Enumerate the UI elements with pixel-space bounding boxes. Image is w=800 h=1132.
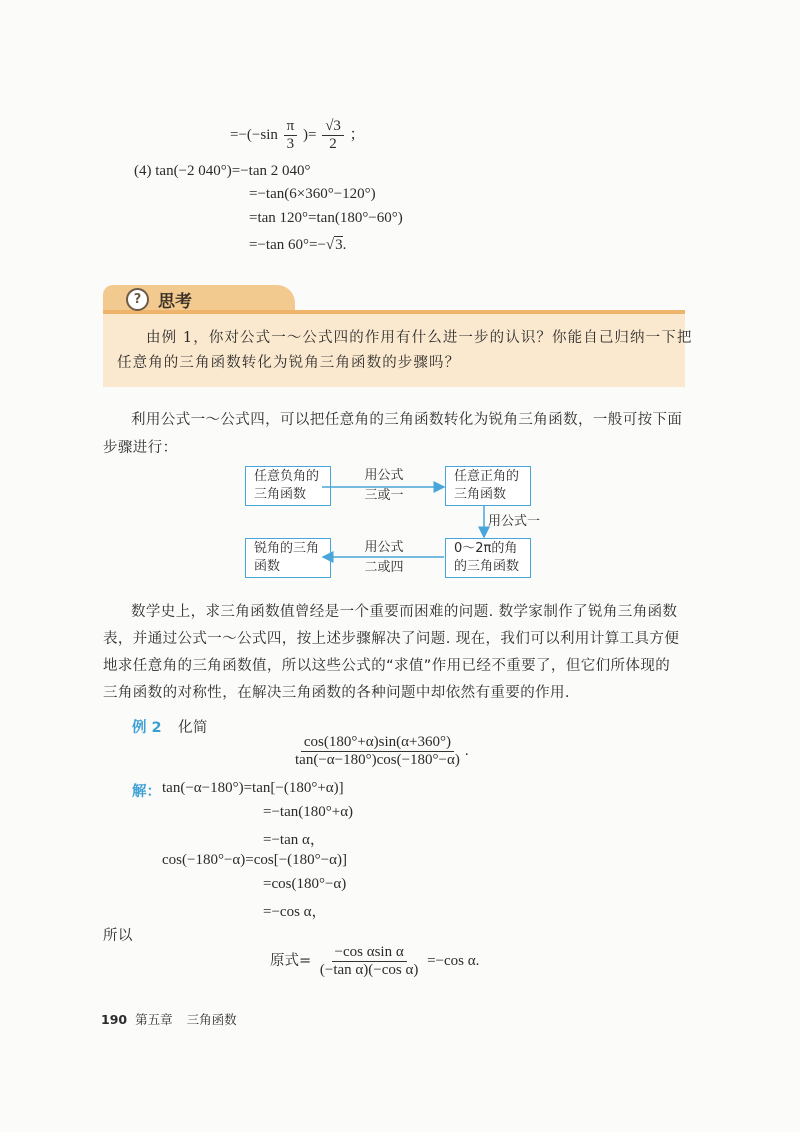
- flow-label-text: 三或一: [364, 488, 404, 503]
- think-title: 思考: [158, 292, 192, 312]
- flow-label-text: 用公式: [364, 468, 404, 483]
- flow-arrow-label-1: [350, 467, 418, 505]
- flow-arrow-label-2: 用公式一: [488, 514, 541, 529]
- final-result: [270, 944, 479, 980]
- paragraph-2-line-3: 地求任意角的三角函数值，所以这些公式的“求值”作用已经不重要了，但它们所体现的: [103, 658, 671, 674]
- therefore-text: 所以: [103, 928, 133, 944]
- flow-box-text: 的三角函数: [454, 559, 520, 574]
- math-text: ；: [349, 127, 365, 144]
- flow-box-text: 三角函数: [254, 487, 307, 502]
- flow-box-text: 锐角的三角: [254, 541, 320, 556]
- think-line-1: 由例 1，你对公式一～公式四的作用有什么进一步的认识？你能自己归纳一下把: [146, 330, 693, 346]
- flow-label-text: 二或四: [364, 560, 404, 575]
- page-footer: [101, 1010, 237, 1028]
- fraction-numerator: √3: [322, 118, 344, 136]
- math-line-3: =tan 120°=tan(180°−60°): [249, 210, 403, 226]
- flow-box-text: 任意正角的: [454, 469, 520, 484]
- paragraph-2-line-1: 数学史上，求三角函数值曾经是一个重要而困难的问题. 数学家制作了锐角三角函数: [131, 604, 678, 620]
- chapter-title: 三角函数: [186, 1012, 237, 1027]
- flow-label-text: 用公式: [364, 540, 404, 555]
- math-text: =−(−sin: [230, 127, 278, 144]
- fraction-numerator: cos(180°+α)sin(α+360°): [301, 734, 454, 752]
- solution-line-2: =−tan(180°+α): [263, 804, 354, 820]
- math-line-4: =−tan 60°=−√3.: [249, 237, 347, 253]
- paragraph-1-line-1: 利用公式一～公式四，可以把任意角的三角函数转化为锐角三角函数，一般可按下面: [131, 412, 683, 428]
- fraction-denominator: 3: [286, 136, 295, 153]
- solution-line-1: tan(−α−180°)=tan[−(180°+α)]: [162, 780, 344, 796]
- solution-label: 解：: [132, 784, 161, 800]
- math-text: .: [464, 743, 469, 760]
- flow-box-text: 函数: [254, 559, 281, 574]
- math-text: =−tan 60°=−: [249, 237, 326, 253]
- think-line-2: 任意角的三角函数转化为锐角三角函数的步骤吗？: [117, 355, 461, 371]
- flow-box-text: 任意负角的: [254, 469, 320, 484]
- fraction-denominator: (−tan α)(−cos α): [319, 962, 419, 979]
- math-line-1: (4) tan(−2 040°)=−tan 2 040°: [134, 163, 311, 179]
- fraction-numerator: π: [284, 118, 298, 136]
- example-instruction: 化简: [178, 720, 208, 736]
- solution-line-3: =−tan α，: [263, 832, 325, 848]
- question-icon: ?: [126, 288, 149, 311]
- solution-line-5: =cos(180°−α): [263, 876, 347, 892]
- sqrt-radicand: 3: [335, 237, 343, 253]
- math-line-2: =−tan(6×360°−120°): [249, 186, 376, 202]
- flow-box-text: 0～2π的角: [454, 541, 518, 556]
- example-fraction: [292, 734, 463, 770]
- solution-line-4: cos(−180°−α)=cos[−(180°−α)]: [162, 852, 347, 868]
- fraction-denominator: 2: [329, 136, 337, 153]
- fraction-denominator: tan(−α−180°)cos(−180°−α): [295, 752, 460, 769]
- chapter-label: 第五章: [135, 1012, 173, 1027]
- solution-line-6: =−cos α，: [263, 904, 327, 920]
- paragraph-2-line-4: 三角函数的对称性，在解决三角函数的各种问题中却依然有重要的作用.: [103, 685, 570, 701]
- flow-arrow-label-3: [350, 539, 418, 577]
- paragraph-2-line-2: 表，并通过公式一～公式四，按上述步骤解决了问题. 现在，我们可以利用计算工具方便: [103, 631, 680, 647]
- fraction-numerator: −cos αsin α: [332, 944, 407, 962]
- final-fraction: [317, 944, 421, 980]
- example-expression: [290, 734, 469, 770]
- math-text: =−cos α.: [427, 953, 480, 970]
- page-number: 190: [101, 1012, 128, 1027]
- example-label: 例 2: [132, 720, 162, 736]
- math-text: 原式=: [270, 953, 312, 970]
- math-text: )=: [302, 127, 317, 144]
- flow-box-text: 三角函数: [454, 487, 507, 502]
- math-text: .: [342, 237, 347, 253]
- paragraph-1-line-2: 步骤进行：: [103, 440, 178, 456]
